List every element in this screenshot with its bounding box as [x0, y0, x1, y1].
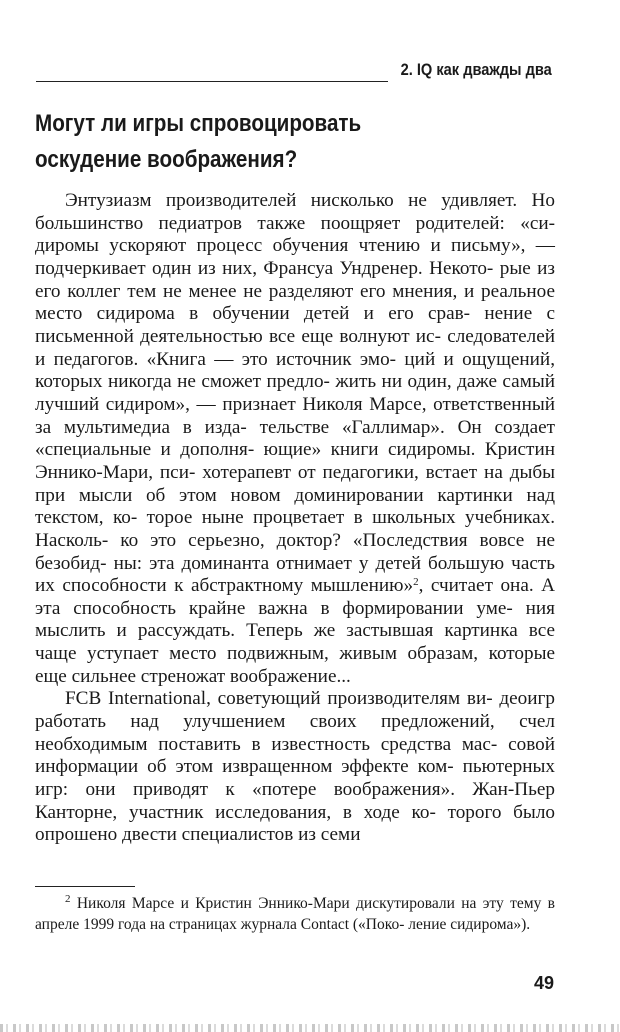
text-line: торое ныне процветает в школьных учебниках. Насколь-	[35, 507, 556, 551]
page-number: 49	[533, 973, 554, 993]
text-line: совой информации об этом извращенном эффекте ком-	[35, 733, 555, 778]
text-line: все чаще уступает место подвижным, живым образам,	[35, 620, 556, 665]
text-line: нение с письменной деятельностью все еще волнуют ис-	[35, 303, 556, 347]
text-line: диромы ускоряют процесс обучения чтению и письму», —	[35, 235, 555, 257]
text-line: и реальное место сидирома в обучении детей и его срав-	[35, 280, 556, 325]
text-line: пьютерных игр: они приводят к «потере воображения».	[35, 756, 556, 801]
text-line: подчеркивает один из них, Франсуа Ундренер. Некото-	[35, 257, 494, 279]
footnote-line: ление сидирома»).	[408, 915, 531, 933]
text-line: FCB International, советующий производителям ви-	[65, 688, 493, 710]
running-head-rule	[36, 81, 388, 82]
text-line: А эта способность крайне важна в формировании уме-	[35, 575, 556, 619]
section-title-line: оскудение воображения?	[35, 146, 298, 173]
footnote-line: Николя Марсе и Кристин Эннико-Мари дискутировали на	[76, 895, 477, 912]
text-line: которые еще сильнее стреножат воображение...	[35, 643, 556, 687]
text-line: ния мыслить и рассуждать. Теперь же застывшая картинка	[35, 597, 556, 642]
text-line: тельстве «Галлимар». Он создает «специальные и дополня-	[35, 416, 555, 461]
text-line: ций и ощущений, которых никогда не сможет предло-	[35, 348, 555, 393]
scan-edge-noise	[0, 1024, 620, 1032]
section-title	[35, 106, 465, 178]
text-line: ко это серьезно, доктор? «Последствия вовсе не безобид-	[35, 529, 556, 574]
paragraph-1	[35, 190, 555, 688]
footnote-separator	[35, 886, 135, 887]
text-line: ны: эта доминанта отнимает у детей большую часть их	[35, 552, 555, 597]
footnote-line: эту тему в апреле 1999 года на страницах журнала Contact («Поко-	[35, 895, 555, 933]
text-line: следователей и педагогов. «Книга — это источник эмо-	[35, 325, 555, 370]
body-text	[35, 190, 555, 847]
paragraph-2	[35, 688, 555, 847]
text-line: рые из его коллег тем не менее не разделяют его мнения,	[35, 257, 555, 302]
text-line: деоигр работать над улучшением своих предложений,	[35, 688, 555, 733]
text-line: Энтузиазм производителей нисколько не удивляет. Но	[65, 190, 555, 211]
chapter-title: 2. IQ как дважды два	[400, 60, 552, 79]
text-line: Жан-Пьер Канторне, участник исследования, в ходе ко-	[35, 779, 555, 823]
text-line: торого было опрошено двести специалистов из семи	[35, 801, 555, 846]
footnote-marker: 2	[65, 893, 71, 905]
footnote	[35, 894, 555, 935]
footnote-reference: 2	[413, 576, 419, 589]
text-line: хотерапевт от педагогики, встает на дыбы при мысли об	[35, 461, 556, 506]
text-line: ющие» книги сидиромы. Кристин Эннико-Мари, пси-	[35, 439, 555, 483]
running-head	[36, 60, 554, 84]
text-line: способности к абстрактному мышлению»	[62, 575, 414, 597]
text-line: счел необходимым поставить в известность средства мас-	[35, 711, 555, 755]
text-line: большинство педиатров также поощряет родителей: «си-	[35, 212, 555, 234]
text-line: Николя Марсе, ответственный за мультимедиа в изда-	[35, 393, 556, 438]
text-line: этом новом доминировании картинки над текстом, ко-	[35, 484, 555, 529]
text-line: жить ни один, даже самый лучший сидиром», — признает	[35, 371, 555, 415]
text-line: , считает она.	[418, 575, 534, 597]
section-title-line: Могут ли игры спровоцировать	[35, 110, 362, 137]
